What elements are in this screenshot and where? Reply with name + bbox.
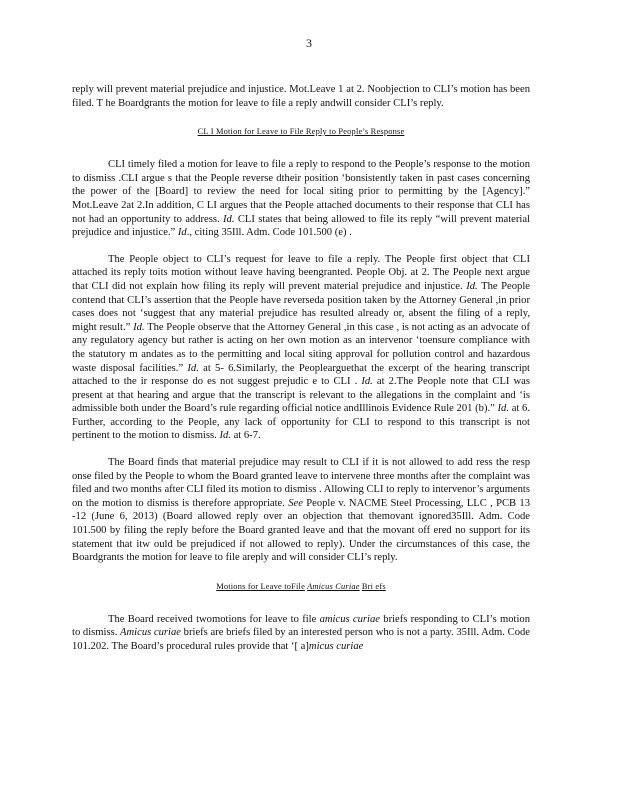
- section-heading-amicus: [72, 581, 530, 593]
- heading-text: Motions for Leave toFile: [216, 581, 305, 591]
- paragraph-cli-argument: CLI timely filed a motion for leave to file a reply to respond to the People’s response to the motion to dismiss .CLI argue s that the People reverse dtheir position ‘bonsistently taken in past cases concerning the power of the [Board] to review the need for local siting prior to permitting by the [Agency].” Mot.Leave 2at 2.In addition, C LI argues that the People attached documents to their response that CLI has not had an opportunity to address. Id. CLI states that being allowed to file its reply “will prevent material prejudice and injustice.” Id., citing 35Ill. Adm. Code 101.500 (e) .: [72, 159, 531, 239]
- citation-id: Id.: [497, 403, 510, 415]
- paragraph-board-finding: The Board finds that material prejudice may result to CLI if it is not allowed to add ress the resp onse filed by the People to whom the Board granted leave to intervene three months after the complaint was filed and two months after CLI filed its motion to dismiss . Allowing CLI to reply to intervenor’s arguments on the motion to dismiss is therefore appropriate. See People v. NACME Steel Processing, LLC , PCB 13 -12 (June 6, 2013) (Board allowed reply over an objection that themovant ignored35Ill. Adm. Code 101.500 by filing the reply before the Board granted leave and that the movant off ered no support for its statement that itw ould be prejudiced if not allowed to reply). Under the circumstances of this case, the Boardgrants the motion for leave to file areply and will consider CLI’s reply.: [72, 457, 530, 564]
- paragraph-text: reply will prevent material prejudice and injustice. Mot.Leave 1 at 2. Noobjection to CLI’s motion has been filed. T he Boardgrants the motion for leave to file a reply andwill consider CLI’s reply.: [72, 84, 530, 109]
- citation-id: Id.: [187, 362, 199, 374]
- latin-term: amicus curiae: [319, 613, 380, 625]
- citation-id: Id.: [219, 430, 231, 442]
- document-body: [72, 83, 530, 654]
- citation-id: Id.: [466, 280, 478, 292]
- citation-signal: See: [288, 497, 303, 509]
- latin-term: micus curiae: [308, 641, 364, 652]
- citation-id: Id.: [133, 321, 145, 333]
- paragraph-continuation: [72, 83, 530, 110]
- citation-id: Id: [177, 227, 187, 239]
- section-heading-cli-motion: [72, 126, 530, 138]
- citation-id: Id.: [361, 376, 373, 388]
- heading-italic: Amicus Curiae: [307, 581, 360, 591]
- page-number: 3: [306, 36, 312, 50]
- latin-term: Amicus curiae: [120, 627, 181, 639]
- heading-text: CL I Motion for Leave to File Reply to People’s Response: [197, 127, 405, 137]
- citation-id: Id.: [223, 213, 235, 225]
- heading-text: Bri efs: [361, 581, 386, 591]
- paragraph-people-objection: The People object to CLI’s request for leave to file a reply. The People first object that CLI attached its reply toits motion without leave having beengranted. People Obj. at 2. The People next argue that CLI did not explain how filing its reply will prevent material prejudice and injustice. Id. The People contend that CLI’s assertion that the People have reverseda position taken by the Attorney General ,in prior cases does not ‘suggest that any material prejudice has resulted already or, absent the filing of a reply, might result.” Id. The People observe that the Attorney General ,in this case , is not acting as an advocate of any regulatory agency but rather is acting on her own motion as an intervenor ‘toensure compliance with the statutory m andates as to the permitting and local siting approval for pollution control and hazardous waste disposal facilities.” Id. at 5- 6.Similarly, the Peoplearguethat the excerpt of the hearing transcript attached to the ir response do es not suggest prejudic e to CLI . Id. at 2.The People note that CLI was present at that hearing and argue that the transcript is relevant to the allegations in the complaint and ‘is admissible both under the Board’s rule regarding official notice andIllinois Evidence Rule 201 (b).” Id. at 6. Further, according to the People, any lack of opportunity for CLI to respond to this transcript is not pertinent to the motion to dismiss. Id. at 6-7.: [72, 253, 531, 442]
- paragraph-amicus-motions: The Board received twomotions for leave to file amicus curiae briefs responding to CLI’s motion to dismiss. Amicus curiae briefs are briefs filed by an interested person who is not a party. 35Ill. Adm. Code 101.202. The Board’s procedural rules provide that ‘[ a]micus curiae: [72, 613, 531, 652]
